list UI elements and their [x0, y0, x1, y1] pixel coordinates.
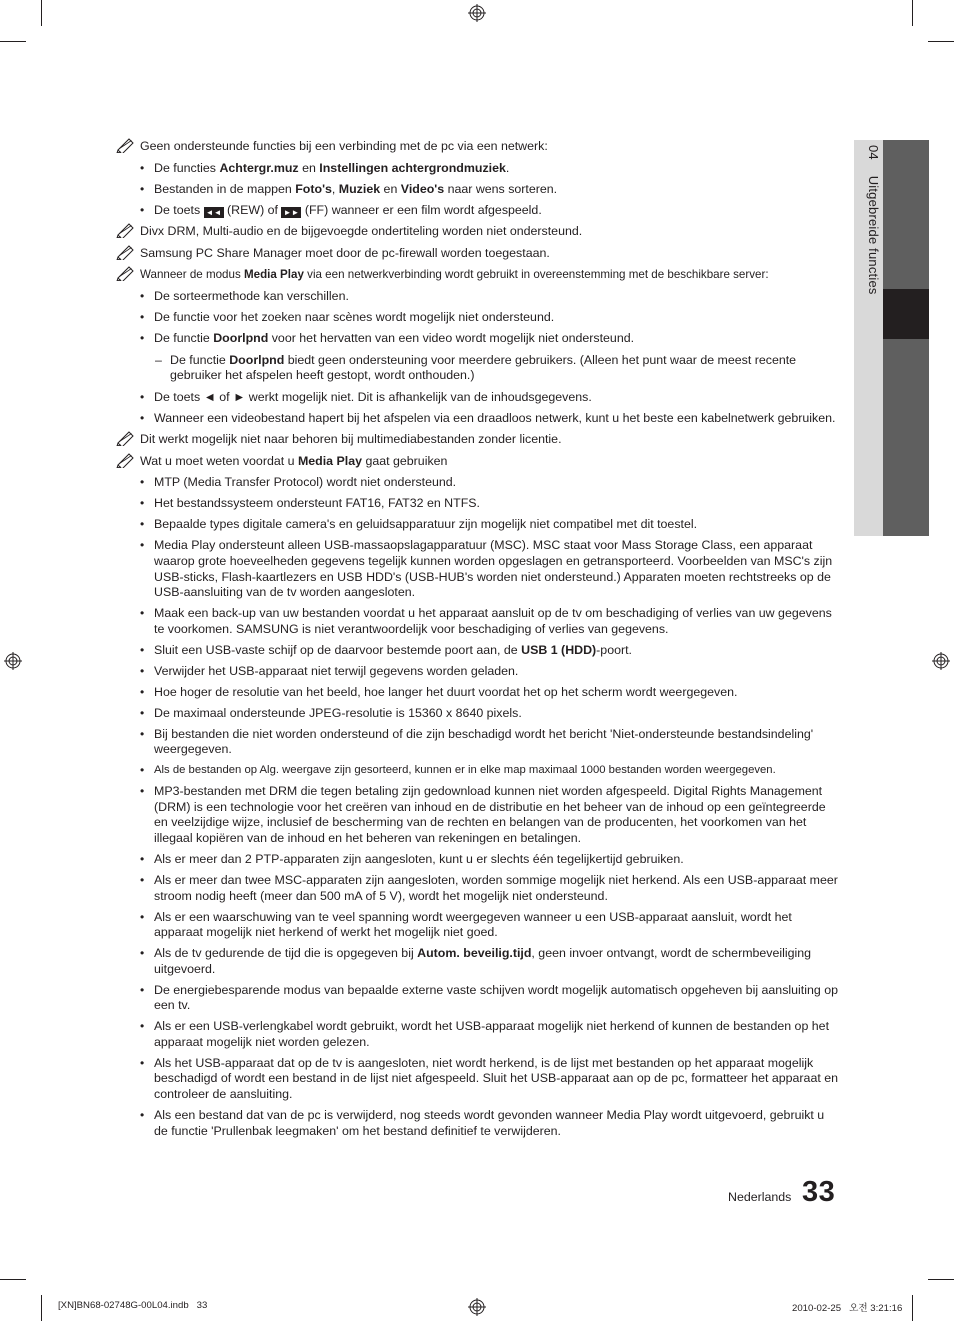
crop-mark-tl-h — [0, 41, 26, 42]
list-item: • Als de tv gedurende de tijd die is opgegeven bij Autom. beveilig.tijd, geen invoer ontvangt, wordt de schermbeveiliging uitgevoerd. — [140, 946, 840, 977]
chapter-title: Uitgebreide functies — [866, 175, 881, 295]
note: Samsung PC Share Manager moet door de pc-firewall worden toegestaan. — [116, 246, 840, 262]
list-item: • De functies Achtergr.muz en Instellingen achtergrondmuziek. — [140, 161, 840, 177]
list-item: • De functie Doorlpnd voor het hervatten van een video wordt mogelijk niet ondersteund. — [140, 331, 840, 347]
bullet-list — [140, 289, 840, 347]
list-item: • Bij bestanden die niet worden ondersteund of die zijn beschadigd wordt het bericht 'Niet-ondersteunde bestandsindeling' weergegeven. — [140, 727, 840, 758]
note-pencil-icon — [116, 244, 136, 260]
print-slug-date: 2010-02-25 오전 3:21:16 — [792, 1303, 903, 1314]
note: Wat u moet weten voordat u Media Play gaat gebruiken — [116, 454, 840, 470]
crop-mark-br-v — [912, 1295, 913, 1321]
list-item: • Als een bestand dat van de pc is verwijderd, nog steeds wordt gevonden wanneer Media Play wordt uitgevoerd, gebruikt u de functie 'Prullenbak leegmaken' om het bestand definitief te verwijderen. — [140, 1108, 840, 1139]
note-pencil-icon — [116, 452, 136, 468]
note-pencil-icon — [116, 137, 136, 153]
side-tab-active-marker — [883, 289, 929, 339]
crop-mark-tl-v — [41, 0, 42, 26]
list-item: • De functie voor het zoeken naar scènes wordt mogelijk niet ondersteund. — [140, 310, 840, 326]
list-item: • MP3-bestanden met DRM die tegen betaling zijn gedownload kunnen niet worden afgespeeld. Digital Rights Management (DRM) is een technologie voor het creëren van inhoud en de distributie en het beheer van de inhoud op een geïntegreerde en veelzijdige wijze, inclusief de bescherming van de rechten en belangen van de producenten, het voorkomen van het illegaal kopiëren van de inhoud en het beheren van rekeningen en betalingen. — [140, 784, 840, 846]
note-pencil-icon — [116, 222, 136, 238]
crop-mark-tr-h — [928, 41, 954, 42]
list-item: • MTP (Media Transfer Protocol) wordt niet ondersteund. — [140, 475, 840, 491]
list-item: • Hoe hoger de resolutie van het beeld, hoe langer het duurt voordat het op het scherm wordt weergegeven. — [140, 685, 840, 701]
note-pencil-icon — [116, 265, 136, 281]
registration-mark-right-icon — [932, 652, 950, 670]
list-item: • Als het USB-apparaat dat op de tv is aangesloten, niet wordt herkend, is de lijst met bestanden op het apparaat mogelijk beschadigd of wordt een bestand in de lijst niet afgespeeld. Sluit het USB-apparaat aan op de pc, formatteer het apparaat en controleer de aansluiting. — [140, 1056, 840, 1103]
list-item: • De energiebesparende modus van bepaalde externe vaste schijven wordt mogelijk automatisch opgeheven bij aansluiting op een tv. — [140, 983, 840, 1014]
crop-mark-bl-v — [41, 1295, 42, 1321]
list-item: • De sorteermethode kan verschillen. — [140, 289, 840, 305]
note: Wanneer de modus Media Play via een netwerkverbinding wordt gebruikt in overeenstemming met de beschikbare server: — [116, 267, 840, 283]
note: Divx DRM, Multi-audio en de bijgevoegde ondertiteling worden niet ondersteund. — [116, 224, 840, 240]
crop-mark-tr-v — [912, 0, 913, 26]
crop-mark-br-h — [928, 1279, 954, 1280]
sub-note: – De functie Doorlpnd biedt geen ondersteuning voor meerdere gebruikers. (Alleen het punt waar de meest recente gebruiker het afspelen heeft gestopt, wordt onthouden.) — [140, 353, 840, 384]
list-item: • De maximaal ondersteunde JPEG-resolutie is 15360 x 8640 pixels. — [140, 706, 840, 722]
list-item: • Als er meer dan 2 PTP-apparaten zijn aangesloten, kunt u er slechts één tegelijkertijd gebruiken. — [140, 852, 840, 868]
main-content — [116, 139, 840, 1145]
page-number: 33 — [802, 1176, 836, 1208]
note: Dit werkt mogelijk niet naar behoren bij multimediabestanden zonder licentie. — [116, 432, 840, 448]
list-item: • Als er meer dan twee MSC-apparaten zijn aangesloten, worden sommige mogelijk niet herkend. Als een USB-apparaat meer stroom nodig heeft (meer dan 500 mA of 5 V), wordt het mogelijk niet ondersteund. — [140, 873, 840, 904]
note: Geen ondersteunde functies bij een verbinding met de pc via een netwerk: — [116, 139, 840, 155]
list-item: • De toets ◄◄ (REW) of ►► (FF) wanneer er een film wordt afgespeeld. — [140, 203, 840, 219]
list-item: • Het bestandssysteem ondersteunt FAT16, FAT32 en NTFS. — [140, 496, 840, 512]
bullet-list — [140, 390, 840, 427]
bullet-list — [140, 475, 840, 1139]
footer-language: Nederlands — [728, 1190, 792, 1204]
list-item: • Als er een waarschuwing van te veel spanning wordt weergegeven wanneer u een USB-apparaat aansluit, wordt het apparaat mogelijk niet herkend of werkt het mogelijk niet goed. — [140, 910, 840, 941]
list-item: • Verwijder het USB-apparaat niet terwijl gegevens worden geladen. — [140, 664, 840, 680]
list-item: • Media Play ondersteunt alleen USB-massaopslagapparatuur (MSC). MSC staat voor Mass Storage Class, een apparaat waarop grote hoeveelheden gegevens tegelijk kunnen worden opgeslagen en getransporteerd. Voorbeelden van MSC's zijn USB-sticks, Flash-kaartlezers en USB HDD's (USB-HUB's worden niet ondersteund.) Apparaten moeten rechtstreeks op de USB-aansluiting van de tv worden aangesloten. — [140, 538, 840, 600]
bullet-list — [140, 161, 840, 219]
list-item: • Wanneer een videobestand hapert bij het afspelen via een draadloos netwerk, kunt u het beste een kabelnetwerk gebruiken. — [140, 411, 840, 427]
list-item: • Sluit een USB-vaste schijf op de daarvoor bestemde poort aan, de USB 1 (HDD)-poort. — [140, 643, 840, 659]
chapter-number: 04 — [866, 145, 881, 160]
list-item: • Bepaalde types digitale camera's en geluidsapparatuur zijn mogelijk niet compatibel met dit toestel. — [140, 517, 840, 533]
list-item: • Als de bestanden op Alg. weergave zijn gesorteerd, kunnen er in elke map maximaal 1000 bestanden worden weergegeven. — [140, 763, 840, 779]
crop-mark-bl-h — [0, 1279, 26, 1280]
list-item: • Bestanden in de mappen Foto's, Muziek en Video's naar wens sorteren. — [140, 182, 840, 198]
registration-mark-top-icon — [468, 4, 486, 22]
print-slug-file: [XN]BN68-02748G-00L04.indb 33 — [58, 1300, 208, 1311]
list-item: • Maak een back-up van uw bestanden voordat u het apparaat aansluit op de tv om beschadiging of verlies van uw gegevens te voorkomen. SAMSUNG is niet verantwoordelijk voor beschadiging of verlies van gegevens. — [140, 606, 840, 637]
list-item: • Als er een USB-verlengkabel wordt gebruikt, wordt het USB-apparaat mogelijk niet herkend of kunnen de bestanden op het apparaat mogelijk niet worden gelezen. — [140, 1019, 840, 1050]
registration-mark-bottom-icon — [468, 1298, 486, 1316]
list-item: • De toets ◄ of ► werkt mogelijk niet. Dit is afhankelijk van de inhoudsgegevens. — [140, 390, 840, 406]
registration-mark-left-icon — [4, 652, 22, 670]
side-tab-label — [859, 145, 881, 325]
note-pencil-icon — [116, 430, 136, 446]
